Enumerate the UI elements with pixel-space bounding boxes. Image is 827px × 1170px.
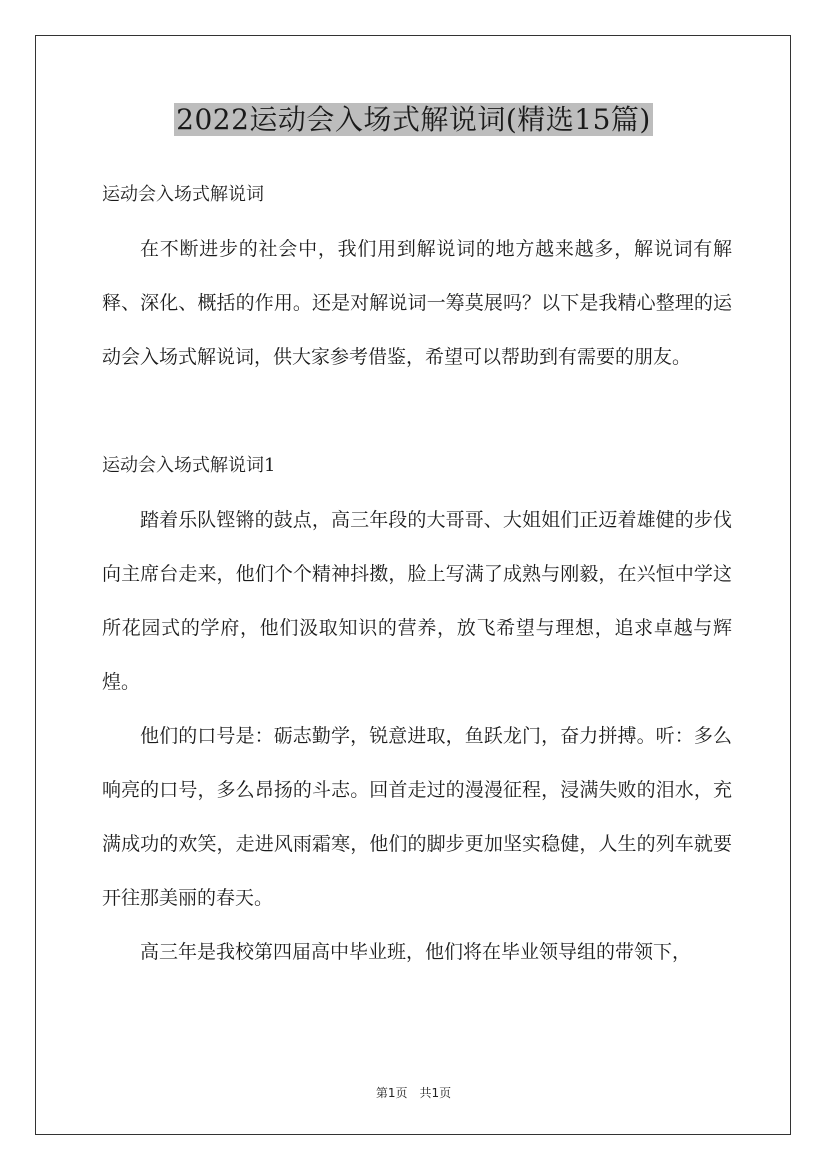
section-paragraph-1: 踏着乐队铿锵的鼓点，高三年段的大哥哥、大姐姐们正迈着雄健的步伐向主席台走来，他们个个精神抖擞，脸上写满了成熟与刚毅，在兴恒中学这所花园式的学府，他们汲取知识的营养，放飞希望与理想，追求卓越与辉煌。 <box>102 509 732 693</box>
document-body <box>102 168 732 979</box>
intro-heading: 运动会入场式解说词 <box>102 184 264 205</box>
page-number: 第1页 共1页 <box>375 1086 452 1100</box>
section-paragraph-2: 他们的口号是：砺志勤学，锐意进取，鱼跃龙门，奋力拼搏。听：多么响亮的口号，多么昂扬的斗志。回首走过的漫漫征程，浸满失败的泪水，充满成功的欢笑，走进风雨霜寒，他们的脚步更加坚实稳健，人生的列车就要开往那美丽的春天。 <box>102 725 732 909</box>
document-title-text: 2022运动会入场式解说词(精选15篇) <box>176 103 651 136</box>
section-heading: 运动会入场式解说词1 <box>102 455 276 476</box>
paragraph-spacer <box>102 384 732 439</box>
intro-paragraph: 在不断进步的社会中，我们用到解说词的地方越来越多，解说词有解释、深化、概括的作用。还是对解说词一筹莫展吗？以下是我精心整理的运动会入场式解说词，供大家参考借鉴，希望可以帮助到有需要的朋友。 <box>102 238 732 368</box>
document-title <box>0 100 827 140</box>
section-paragraph-3: 高三年是我校第四届高中毕业班，他们将在毕业领导组的带领下， <box>140 941 692 963</box>
page-footer <box>0 1084 827 1101</box>
